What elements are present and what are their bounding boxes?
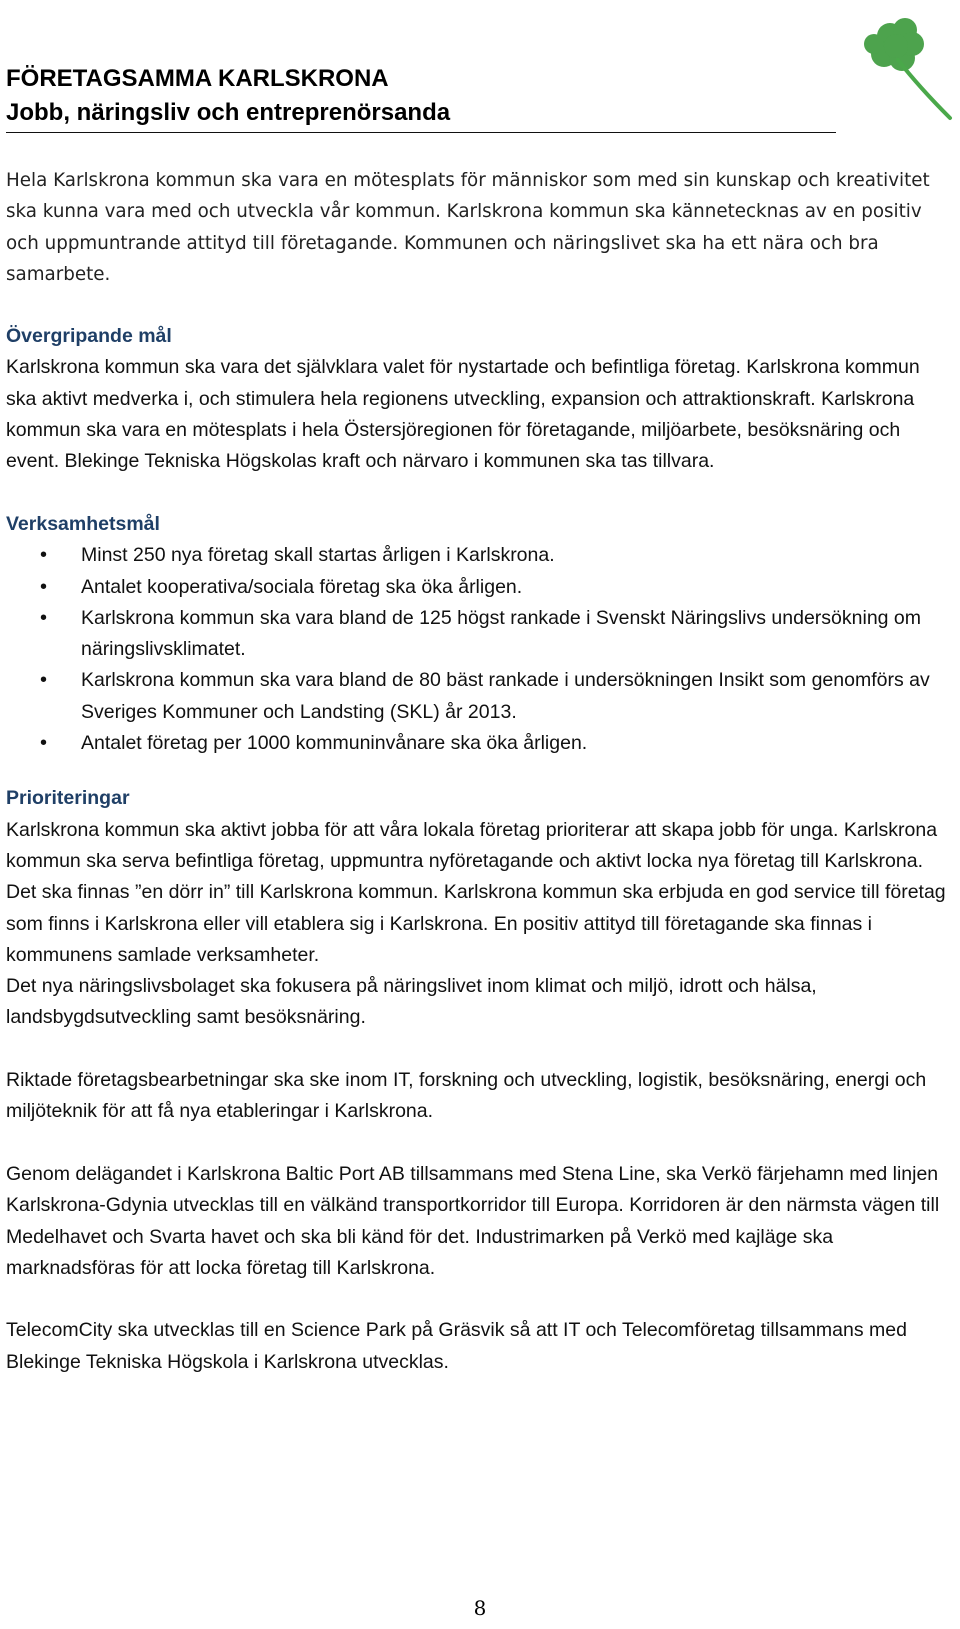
intro-paragraph: Hela Karlskrona kommun ska vara en mötesplats för människor som med sin kunskap och kreativitet ska kunna vara med och utveckla vår kommun. Karlskrona kommun ska kännetecknas av en positiv och uppmuntrande attityd till företagande. Kommunen och näringslivet ska ha ett nära och bra samarbete. (6, 170, 930, 285)
list-item-text: Karlskrona kommun ska vara bland de 125 högst rankade i Svenskt Näringslivs undersökning om näringslivsklimatet. (81, 606, 922, 661)
operational-goals-heading: Verksamhetsmål (6, 512, 160, 535)
list-item-text: Antalet kooperativa/sociala företag ska öka årligen. (81, 575, 523, 598)
page-number: 8 (473, 1596, 487, 1620)
priorities-paragraph-4: Genom delägandet i Karlskrona Baltic Port AB tillsammans med Stena Line, ska Verkö färjehamn med linjen Karlskrona-Gdynia utvecklas till en välkänd transportkorridor till Europa. Korridoren är den närmsta vägen till Medelhavet och Svarta havet och ska bli känd för det. Industrimarken på Verkö med kajläge ska marknadsföras för att locka företag till Karlskrona. (6, 1162, 940, 1279)
bullet-icon: • (40, 575, 48, 598)
priorities-heading: Prioriteringar (6, 787, 130, 810)
document-body (6, 165, 954, 1378)
priorities-paragraph-2: Det nya näringslivsbolaget ska fokusera på näringslivet inom klimat och miljö, idrott och hälsa, landsbygdsutveckling samt besöksnäring. (6, 975, 817, 1029)
spacer (6, 759, 954, 783)
list-item (6, 540, 954, 571)
priorities-paragraph-5: TelecomCity ska utvecklas till en Science Park på Gräsvik så att IT och Telecomföretag tillsammans med Blekinge Tekniska Högskola i Karlskrona utvecklas. (6, 1319, 907, 1373)
spacer (6, 1284, 954, 1315)
spacer (6, 1034, 954, 1065)
priorities-paragraph-1: Karlskrona kommun ska aktivt jobba för att våra lokala företag prioriterar att skapa jobb för unga. Karlskrona kommun ska serva befintliga företag, uppmuntra nyföretagande och aktivt locka nya företag till Karlskrona. Det ska finnas ”en dörr in” till Karlskrona kommun. Karlskrona kommun ska erbjuda en god service till företag som finns i Karlskrona eller vill etablera sig i Karlskrona. En positiv attityd till företagande ska finnas i kommunens samlade verksamheter. (6, 818, 946, 966)
spacer (6, 1128, 954, 1159)
list-item (6, 572, 954, 603)
document-title: FÖRETAGSAMMA KARLSKRONA (6, 65, 389, 92)
list-item (6, 603, 954, 666)
spacer (6, 478, 954, 509)
list-item (6, 728, 954, 759)
document-subtitle: Jobb, näringsliv och entreprenörsanda (6, 99, 451, 126)
list-item (6, 665, 954, 728)
bullet-icon: • (40, 606, 48, 629)
priorities-paragraph-3: Riktade företagsbearbetningar ska ske inom IT, forskning och utveckling, logistik, besöksnäring, energi och miljöteknik för att få nya etableringar i Karlskrona. (6, 1069, 927, 1123)
bullet-icon: • (40, 544, 48, 567)
overall-goals-text: Karlskrona kommun ska vara det självklara valet för nystartade och befintliga företag. Karlskrona kommun ska aktivt medverka i, och stimulera hela regionens utveckling, expansion och attraktionskraft. Karlskrona kommun ska vara en mötesplats i hela Östersjöregionen för företagande, miljöarbete, besöksnäring och event. Blekinge Tekniska Högskolas kraft och närvaro i kommunen ska tas tillvara. (6, 356, 920, 473)
list-item-text: Antalet företag per 1000 kommuninvånare ska öka årligen. (81, 732, 588, 755)
document-header (6, 62, 836, 133)
overall-goals-heading: Övergripande mål (6, 325, 172, 348)
bullet-icon: • (40, 669, 48, 692)
four-leaf-clover-icon (850, 8, 954, 128)
list-item-text: Minst 250 nya företag skall startas årligen i Karlskrona. (81, 544, 555, 567)
bullet-icon: • (40, 732, 48, 755)
operational-goals-list (6, 540, 954, 759)
list-item-text: Karlskrona kommun ska vara bland de 80 bäst rankade i undersökningen Insikt som genomförs av Sveriges Kommuner och Landsting (SKL) år 2013. (81, 669, 930, 723)
